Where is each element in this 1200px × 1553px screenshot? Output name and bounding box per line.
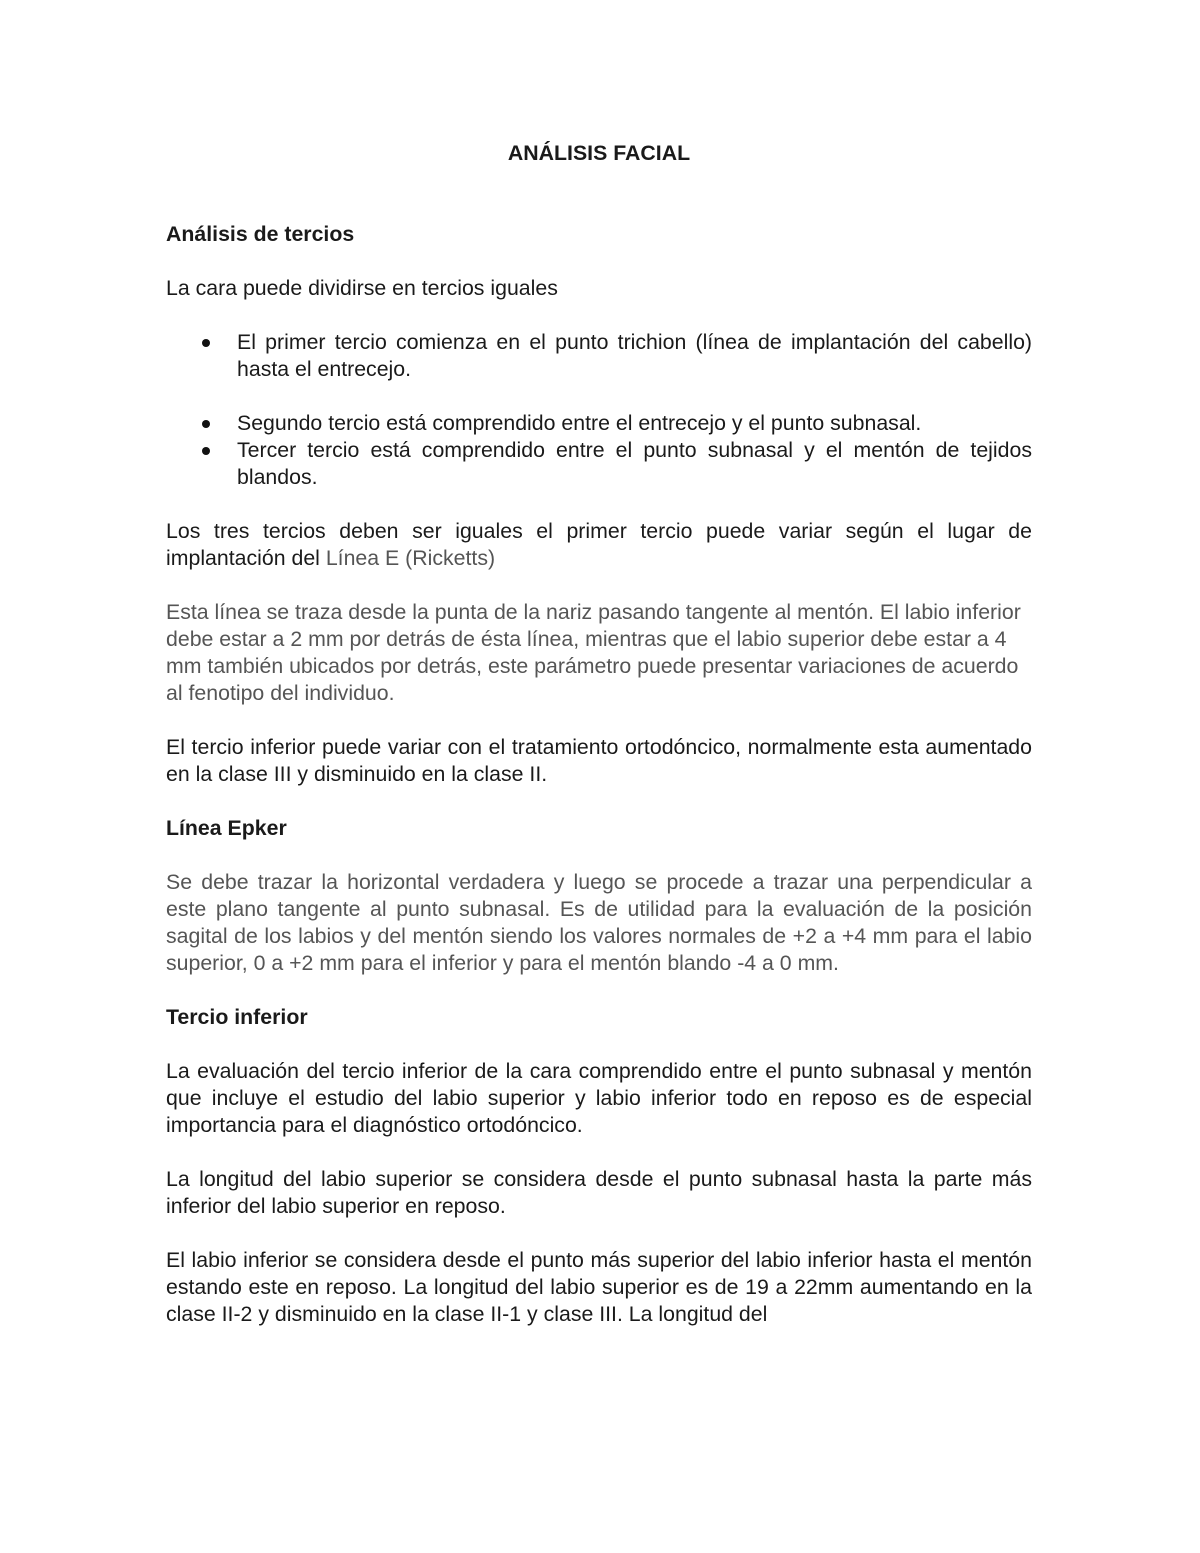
bullet-icon (202, 447, 210, 455)
bullet-icon (202, 420, 210, 428)
document-title: ANÁLISIS FACIAL (507, 141, 691, 165)
bullet-list-tercios (166, 329, 1032, 491)
section-heading-epker: Línea Epker (166, 816, 287, 840)
list-item (166, 329, 1032, 383)
section-heading-tercio-inferior: Tercio inferior (166, 1005, 308, 1029)
paragraph-epker: Se debe trazar la horizontal verdadera y luego se procede a trazar una perpendicular a este plano tangente al punto subnasal. Es de utilidad para la evaluación de la posición sagital de los labios y del mentón siendo los valores normales de +2 a +4 mm para el labio superior, 0 a +2 mm para el inferior y para el mentón blando -4 a 0 mm. (166, 870, 1032, 975)
document-page (166, 140, 1032, 1328)
list-item (166, 410, 1032, 437)
paragraph-text-tail: Línea E (Ricketts) (325, 546, 496, 570)
paragraph-labio-superior: La longitud del labio superior se considera desde el punto subnasal hasta la parte más inferior del labio superior en reposo. (166, 1167, 1032, 1218)
paragraph-intro: La cara puede dividirse en tercios iguales (166, 276, 558, 300)
paragraph-linea-e: Esta línea se traza desde la punta de la nariz pasando tangente al mentón. El labio inferior debe estar a 2 mm por detrás de ésta línea, mientras que el labio superior debe estar a 4 mm también ubicados por detrás, este parámetro puede presentar variaciones de acuerdo al fenotipo del individuo. (166, 600, 1021, 705)
paragraph-tercio-inferior-variar: El tercio inferior puede variar con el tratamiento ortodóncico, normalmente esta aumentado en la clase III y disminuido en la clase II. (166, 735, 1032, 786)
bullet-icon (202, 339, 210, 347)
paragraph-evaluacion: La evaluación del tercio inferior de la cara comprendido entre el punto subnasal y mentón que incluye el estudio del labio superior y labio inferior todo en reposo es de especial importancia para el diagnóstico ortodóncico. (166, 1059, 1032, 1137)
paragraph-text: Los tres tercios deben ser iguales el primer tercio puede variar según el lugar de implantación del (166, 519, 1032, 570)
paragraph-labio-inferior: El labio inferior se considera desde el punto más superior del labio inferior hasta el mentón estando este en reposo. La longitud del labio superior es de 19 a 22mm aumentando en la clase II-2 y disminuido en la clase II-1 y clase III. La longitud del (166, 1248, 1032, 1326)
list-item-text: Tercer tercio está comprendido entre el punto subnasal y el mentón de tejidos blandos. (237, 438, 1032, 489)
paragraph-tercios-iguales (166, 518, 1032, 572)
list-item-text: Segundo tercio está comprendido entre el entrecejo y el punto subnasal. (237, 411, 922, 435)
list-item-text: El primer tercio comienza en el punto trichion (línea de implantación del cabello) hasta el entrecejo. (237, 330, 1032, 381)
section-heading-tercios: Análisis de tercios (166, 222, 355, 246)
list-item (166, 437, 1032, 491)
